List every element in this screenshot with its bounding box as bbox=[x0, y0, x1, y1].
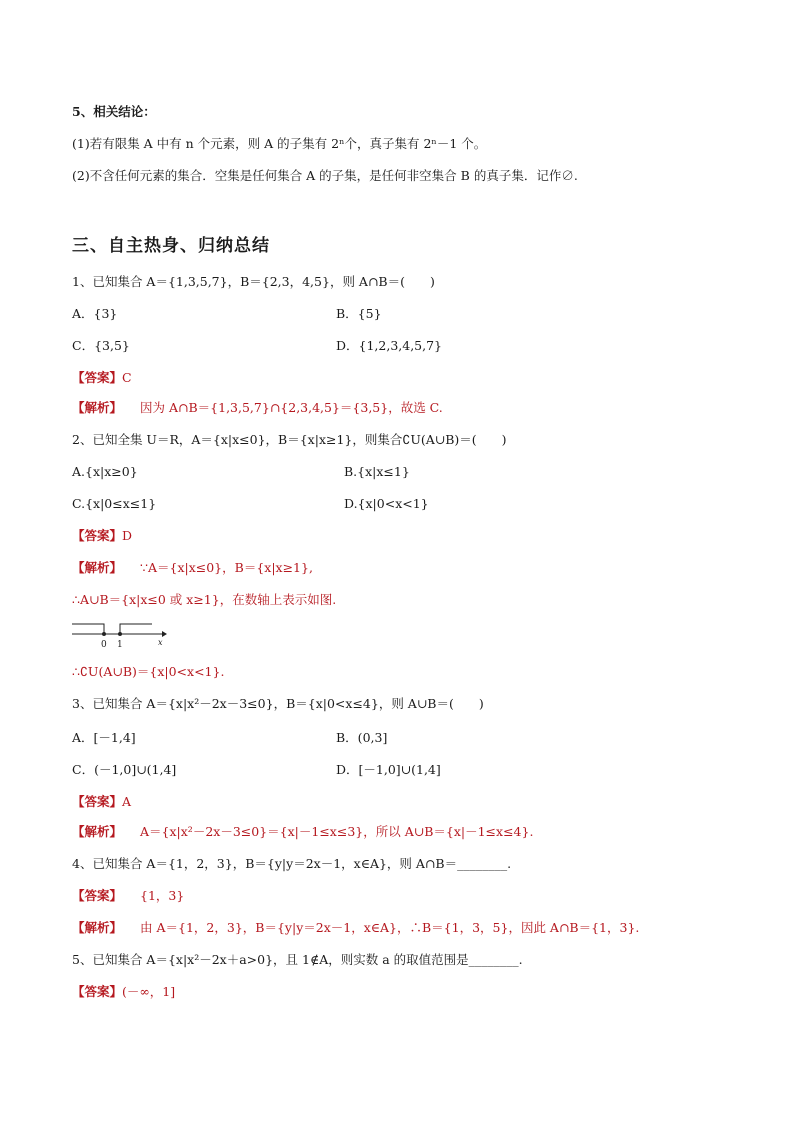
q3-answer: A bbox=[122, 794, 132, 809]
answer-tag: 【答案】 bbox=[72, 984, 123, 999]
q4-answer: {1，3} bbox=[140, 888, 185, 903]
q3-option-b: B．(0,3] bbox=[336, 730, 388, 745]
analysis-tag: 【解析】 bbox=[72, 560, 123, 575]
number-line-diagram bbox=[70, 618, 170, 650]
analysis-tag: 【解析】 bbox=[72, 920, 123, 935]
q2-analysis-2: ∴A∪B＝{x|x≤0 或 x≥1}，在数轴上表示如图. bbox=[72, 592, 337, 607]
analysis-tag: 【解析】 bbox=[72, 824, 123, 839]
answer-tag: 【答案】 bbox=[72, 370, 123, 385]
q2-stem: 2、已知全集 U＝R，A＝{x|x≤0}，B＝{x|x≥1}，则集合∁U(A∪B)＝( ) bbox=[72, 432, 507, 447]
q2-analysis-row bbox=[72, 560, 313, 576]
q4-stem: 4、已知集合 A＝{1，2，3}，B＝{y|y＝2x－1，x∈A}，则 A∩B＝________. bbox=[72, 856, 512, 871]
q3-option-a: A．[－1,4] bbox=[72, 730, 136, 745]
q4-analysis: 由 A＝{1，2，3}，B＝{y|y＝2x－1，x∈A}，∴B＝{1，3，5}，因此 A∩B＝{1，3}. bbox=[140, 920, 640, 935]
q1-option-d: D．{1,2,3,4,5,7} bbox=[336, 338, 443, 353]
number-line-right-bracket bbox=[120, 624, 152, 634]
q1-option-b: B．{5} bbox=[336, 306, 382, 321]
q1-analysis-row bbox=[72, 400, 443, 416]
q3-answer-row bbox=[72, 794, 131, 810]
analysis-tag: 【解析】 bbox=[72, 400, 123, 415]
answer-tag: 【答案】 bbox=[72, 888, 123, 903]
q1-stem: 1、已知集合 A＝{1,3,5,7}，B＝{2,3，4,5}，则 A∩B＝( ) bbox=[72, 274, 435, 289]
number-line-point-0 bbox=[102, 632, 106, 636]
number-line-label-1: 1 bbox=[117, 640, 123, 650]
conclusion-1: (1)若有限集 A 中有 n 个元素，则 A 的子集有 2ⁿ个，真子集有 2ⁿ－1 个。 bbox=[72, 136, 487, 151]
q2-answer: D bbox=[122, 528, 133, 543]
q2-option-c: C.{x|0≤x≤1} bbox=[72, 496, 157, 511]
section-3-title: 三、自主热身、归纳总结 bbox=[72, 236, 270, 256]
q2-answer-row bbox=[72, 528, 132, 544]
q1-answer-row bbox=[72, 370, 132, 386]
number-line-arrow bbox=[162, 631, 167, 637]
q3-option-d: D．[－1,0]∪(1,4] bbox=[336, 762, 441, 777]
q2-option-a: A.{x|x≥0} bbox=[72, 464, 138, 479]
q1-analysis: 因为 A∩B＝{1,3,5,7}∩{2,3,4,5}＝{3,5}，故选 C. bbox=[140, 400, 443, 415]
number-line-axis-label: x bbox=[158, 638, 163, 647]
q3-analysis: A＝{x|x²－2x－3≤0}＝{x|－1≤x≤3}，所以 A∪B＝{x|－1≤x≤4}. bbox=[140, 824, 534, 839]
q2-analysis-3: ∴∁U(A∪B)＝{x|0<x<1}. bbox=[72, 664, 225, 679]
q3-option-c: C．(－1,0]∪(1,4] bbox=[72, 762, 177, 777]
q1-option-a: A．{3} bbox=[72, 306, 118, 321]
q5-stem: 5、已知集合 A＝{x|x²－2x＋a>0}，且 1∉A，则实数 a 的取值范围是________. bbox=[72, 952, 523, 967]
conclusion-2: (2)不含任何元素的集合．空集是任何集合 A 的子集，是任何非空集合 B 的真子集．记作∅. bbox=[72, 168, 578, 183]
number-line-point-1 bbox=[118, 632, 122, 636]
q4-answer-row bbox=[72, 888, 184, 904]
number-line-left-bracket bbox=[72, 624, 104, 634]
q2-option-b: B.{x|x≤1} bbox=[344, 464, 410, 479]
answer-tag: 【答案】 bbox=[72, 794, 123, 809]
q4-analysis-row bbox=[72, 920, 639, 936]
q3-stem: 3、已知集合 A＝{x|x²－2x－3≤0}，B＝{x|0<x≤4}，则 A∪B＝( ) bbox=[72, 696, 484, 711]
q5-answer: (－∞，1] bbox=[122, 984, 176, 999]
q2-option-d: D.{x|0<x<1} bbox=[344, 496, 429, 511]
number-line-label-0: 0 bbox=[101, 640, 107, 650]
q1-answer: C bbox=[122, 370, 132, 385]
q1-option-c: C．{3,5} bbox=[72, 338, 130, 353]
q3-analysis-row bbox=[72, 824, 533, 840]
q2-analysis-1: ∵A＝{x|x≤0}，B＝{x|x≥1}, bbox=[140, 560, 313, 575]
q5-answer-row bbox=[72, 984, 175, 1000]
section-5-heading: 5、相关结论： bbox=[72, 104, 156, 119]
answer-tag: 【答案】 bbox=[72, 528, 123, 543]
